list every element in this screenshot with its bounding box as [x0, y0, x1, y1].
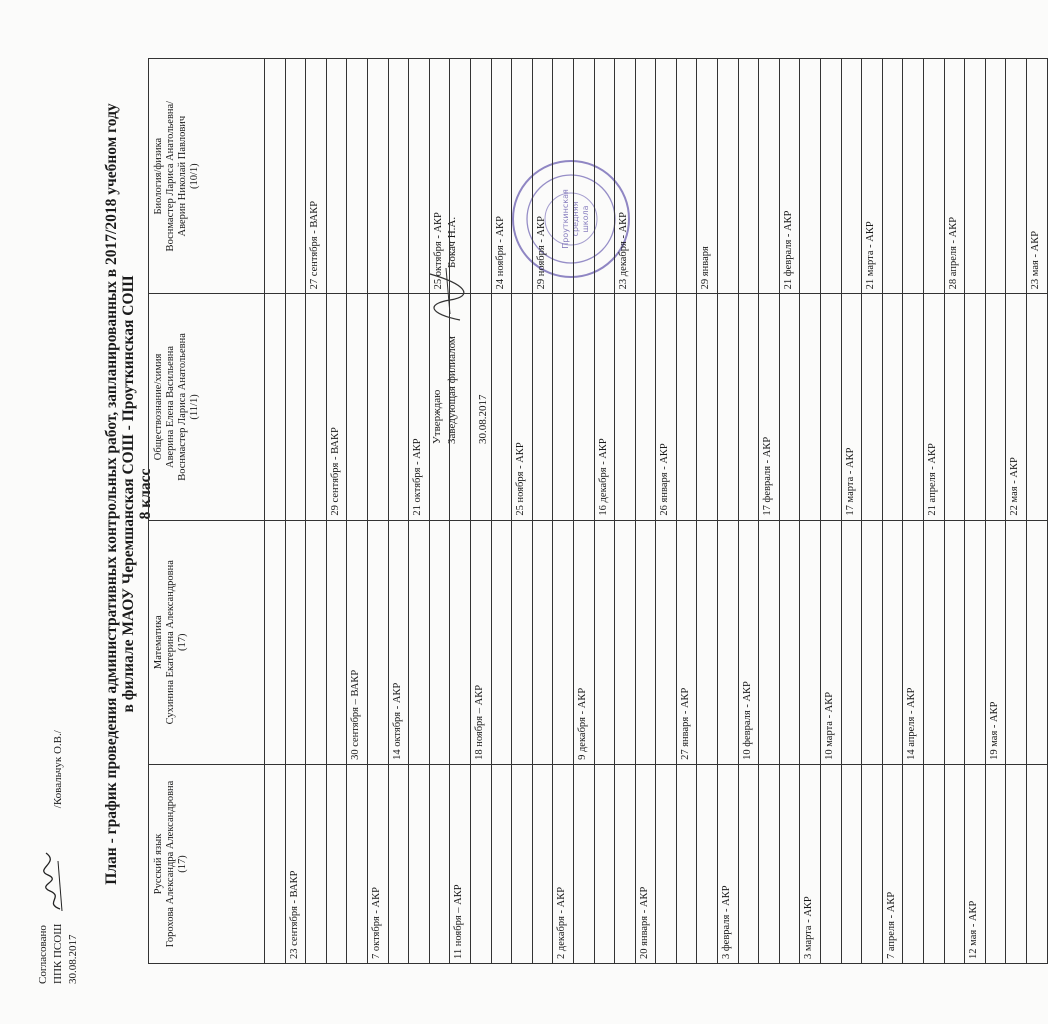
table-cell: [532, 764, 553, 963]
column-header: [149, 59, 265, 294]
table-row: [635, 59, 656, 964]
table-row: [594, 59, 615, 964]
table-cell: [265, 294, 286, 520]
table-cell: 23 сентября - ВАКР: [285, 764, 306, 963]
table-cell: 20 января - АКР: [635, 764, 656, 963]
column-header-line: (10/1): [189, 163, 200, 189]
table-row: [491, 59, 512, 964]
table-cell: [738, 764, 759, 963]
approval-left-block: [36, 730, 81, 984]
table-cell: 9 декабря - АКР: [573, 520, 594, 764]
table-row: [512, 59, 533, 964]
table-cell: [944, 520, 965, 764]
column-header-line: Горохова Александра Александровна: [165, 780, 176, 948]
table-cell: [862, 520, 883, 764]
table-row: [347, 59, 368, 964]
table-cell: [306, 294, 327, 520]
approval-right-date: 30.08.2017: [477, 394, 489, 444]
table-row: [924, 59, 945, 964]
table-row: [821, 59, 842, 964]
table-row: [1006, 59, 1027, 964]
table-cell: [759, 59, 780, 294]
table-cell: [924, 764, 945, 963]
table-cell: [841, 520, 862, 764]
table-cell: [903, 59, 924, 294]
table-cell: [903, 764, 924, 963]
table-cell: [656, 59, 677, 294]
table-cell: [429, 294, 450, 520]
column-header-line: Воснмастер Лариса Анатольевна: [177, 333, 188, 481]
table-cell: [821, 764, 842, 963]
table-cell: 29 января: [697, 59, 718, 294]
table-cell: 25 октября - АКР: [429, 59, 450, 294]
table-cell: [532, 294, 553, 520]
table-cell: [512, 764, 533, 963]
column-header-line: Биология/физика: [153, 137, 164, 215]
table-cell: [656, 520, 677, 764]
column-header-line: Сухинина Екатерина Александровна: [165, 560, 176, 725]
svg-text:средняя: средняя: [571, 201, 580, 237]
table-cell: [594, 59, 615, 294]
table-cell: [347, 59, 368, 294]
table-cell: [924, 520, 945, 764]
table-cell: [821, 294, 842, 520]
table-row: [429, 59, 450, 964]
table-cell: 3 февраля - АКР: [718, 764, 739, 963]
table-cell: [697, 764, 718, 963]
table-cell: [409, 59, 430, 294]
table-cell: [841, 764, 862, 963]
table-cell: 12 мая - АКР: [965, 764, 986, 963]
table-cell: [512, 520, 533, 764]
table-cell: [306, 764, 327, 963]
table-cell: [985, 764, 1006, 963]
table-cell: [367, 294, 388, 520]
table-cell: 26 января - АКР: [656, 294, 677, 520]
table-cell: [944, 294, 965, 520]
table-row: [738, 59, 759, 964]
table-cell: [676, 294, 697, 520]
table-row: [450, 59, 471, 964]
table-cell: [326, 764, 347, 963]
approval-right-line1: Утверждаю: [431, 389, 443, 444]
table-cell: [326, 520, 347, 764]
table-cell: [1006, 520, 1027, 764]
table-row: [573, 59, 594, 964]
approval-left-line1: Согласовано: [37, 925, 49, 984]
table-row: [759, 59, 780, 964]
column-header-line: Аверина Елена Васильевна: [165, 345, 176, 468]
approval-left-signer: /Ковальчук О.В./: [52, 730, 64, 809]
approval-right-signer: Бокач Н.А.: [446, 216, 458, 268]
table-cell: [944, 764, 965, 963]
table-cell: [429, 520, 450, 764]
table-cell: 28 апреля - АКР: [944, 59, 965, 294]
table-row: [779, 59, 800, 964]
table-cell: 7 октября - АКР: [367, 764, 388, 963]
table-row: [985, 59, 1006, 964]
column-header-line: Аверин Николай Павлович: [177, 115, 188, 237]
table-cell: [1006, 764, 1027, 963]
title-line3: 8 класс: [137, 468, 154, 520]
column-header: [149, 764, 265, 963]
table-cell: [676, 59, 697, 294]
table-row: [285, 59, 306, 964]
table-cell: [862, 294, 883, 520]
column-header-line: (11/1): [189, 394, 200, 420]
table-cell: [882, 520, 903, 764]
table-cell: [759, 764, 780, 963]
table-row: [676, 59, 697, 964]
table-cell: [759, 520, 780, 764]
table-cell: [470, 764, 491, 963]
table-cell: 29 сентября - ВАКР: [326, 294, 347, 520]
table-cell: [841, 59, 862, 294]
approval-right-line2: Заведующая филиалом: [446, 336, 458, 444]
table-cell: [409, 520, 430, 764]
table-cell: [573, 294, 594, 520]
table-cell: [594, 520, 615, 764]
table-cell: [697, 294, 718, 520]
table-cell: 7 апреля - АКР: [882, 764, 903, 963]
column-header-line: Обществознание/химия: [153, 353, 164, 461]
table-cell: [965, 520, 986, 764]
table-cell: [265, 520, 286, 764]
table-cell: [718, 59, 739, 294]
signature-left: [52, 811, 64, 921]
table-cell: [882, 294, 903, 520]
svg-text:школа: школа: [581, 205, 590, 233]
table-cell: [367, 59, 388, 294]
table-row: [615, 59, 636, 964]
table-row: [841, 59, 862, 964]
table-cell: 21 февраля - АКР: [779, 59, 800, 294]
table-cell: [779, 520, 800, 764]
table-row: [532, 59, 553, 964]
table-cell: [470, 59, 491, 294]
table-row: [470, 59, 491, 964]
table-cell: [779, 764, 800, 963]
table-cell: [553, 294, 574, 520]
table-row: [944, 59, 965, 964]
table-cell: [285, 294, 306, 520]
table-cell: [738, 59, 759, 294]
table-cell: [491, 520, 512, 764]
table-cell: [1026, 764, 1047, 963]
table-cell: [347, 294, 368, 520]
table-cell: 30 сентября – ВАКР: [347, 520, 368, 764]
table-cell: 21 апреля - АКР: [924, 294, 945, 520]
table-cell: [862, 764, 883, 963]
table-row: [697, 59, 718, 964]
table-cell: [635, 294, 656, 520]
table-cell: 10 марта - АКР: [821, 520, 842, 764]
table-cell: 11 ноября – АКР: [450, 764, 471, 963]
table-cell: [512, 59, 533, 294]
table-cell: 29 ноября - АКР: [532, 59, 553, 294]
table-cell: 27 января - АКР: [676, 520, 697, 764]
table-cell: [347, 764, 368, 963]
table-cell: [738, 294, 759, 520]
table-row: [903, 59, 924, 964]
table-row: [1026, 59, 1047, 964]
table-cell: [718, 520, 739, 764]
table-cell: [388, 59, 409, 294]
table-cell: [882, 59, 903, 294]
table-cell: [573, 764, 594, 963]
column-header-line: Русский язык: [153, 833, 164, 895]
table-cell: [573, 59, 594, 294]
table-cell: [409, 764, 430, 963]
table-cell: 22 мая - АКР: [1006, 294, 1027, 520]
table-cell: [1026, 294, 1047, 520]
table-cell: [697, 520, 718, 764]
table-row: [656, 59, 677, 964]
table-row: [306, 59, 327, 964]
table-row: [326, 59, 347, 964]
table-cell: [924, 59, 945, 294]
table-cell: [676, 764, 697, 963]
table-cell: 16 декабря - АКР: [594, 294, 615, 520]
table-cell: [615, 764, 636, 963]
table-row: [800, 59, 821, 964]
svg-text:Проуткинская: Проуткинская: [561, 189, 570, 249]
approval-left-date: 30.08.2017: [67, 934, 79, 984]
title-line2: в филиале МАОУ Черемшанская СОШ - Проуткинская СОШ: [120, 275, 137, 713]
title-line1: План - график проведения административных контрольных работ, запланированных в 2017/2018 учебном году: [103, 103, 120, 885]
table-cell: [306, 520, 327, 764]
table-cell: [450, 294, 471, 520]
table-cell: 10 февраля - АКР: [738, 520, 759, 764]
table-cell: [1026, 520, 1047, 764]
column-header-line: (17): [177, 855, 188, 873]
table-cell: [656, 764, 677, 963]
table-cell: 25 ноября - АКР: [512, 294, 533, 520]
table-cell: 14 октября - АКР: [388, 520, 409, 764]
table-cell: [635, 520, 656, 764]
table-cell: [965, 59, 986, 294]
table-cell: [553, 520, 574, 764]
column-header-line: Математика: [153, 615, 164, 670]
table-cell: 3 марта - АКР: [800, 764, 821, 963]
table-cell: [265, 764, 286, 963]
table-cell: [985, 294, 1006, 520]
table-cell: [388, 764, 409, 963]
table-cell: [326, 59, 347, 294]
table-cell: [800, 294, 821, 520]
approval-left-line2: ППК ПСОШ: [52, 923, 64, 984]
table-cell: [903, 294, 924, 520]
table-cell: [429, 764, 450, 963]
table-cell: [470, 294, 491, 520]
column-header: [149, 294, 265, 520]
table-cell: 17 марта - АКР: [841, 294, 862, 520]
column-header-line: (17): [177, 633, 188, 651]
table-cell: 24 ноября - АКР: [491, 59, 512, 294]
table-cell: [388, 294, 409, 520]
table-row: [862, 59, 883, 964]
table-cell: 21 октября - АКР: [409, 294, 430, 520]
table-cell: [285, 59, 306, 294]
table-cell: [965, 294, 986, 520]
table-cell: [450, 520, 471, 764]
table-cell: [985, 59, 1006, 294]
table-cell: [718, 294, 739, 520]
table-cell: [491, 764, 512, 963]
table-cell: [491, 294, 512, 520]
table-cell: [1006, 59, 1027, 294]
table-cell: [635, 59, 656, 294]
table-cell: 21 марта - АКР: [862, 59, 883, 294]
column-header-line: Воснмастер Лариса Анатольевна/: [165, 100, 176, 252]
table-cell: 14 апреля - АКР: [903, 520, 924, 764]
table-cell: [532, 520, 553, 764]
schedule-table: [148, 58, 1048, 964]
table-row: [965, 59, 986, 964]
column-header: [149, 520, 265, 764]
table-cell: 27 сентября - ВАКР: [306, 59, 327, 294]
table-row: [718, 59, 739, 964]
table-cell: [265, 59, 286, 294]
table-cell: [800, 59, 821, 294]
table-cell: [553, 59, 574, 294]
table-cell: [615, 520, 636, 764]
table-cell: [594, 764, 615, 963]
table-cell: [800, 520, 821, 764]
table-cell: [285, 520, 306, 764]
table-cell: [779, 294, 800, 520]
table-cell: [821, 59, 842, 294]
table-row: [553, 59, 574, 964]
table-cell: [615, 294, 636, 520]
table-cell: 2 декабря - АКР: [553, 764, 574, 963]
table-cell: 23 декабря - АКР: [615, 59, 636, 294]
table-row: [388, 59, 409, 964]
table-row: [367, 59, 388, 964]
table-cell: 18 ноября – АКР: [470, 520, 491, 764]
table-row: [409, 59, 430, 964]
table-cell: 23 мая - АКР: [1026, 59, 1047, 294]
table-cell: [367, 520, 388, 764]
table-cell: 19 мая - АКР: [985, 520, 1006, 764]
table-cell: 17 февраля - АКР: [759, 294, 780, 520]
document-title: [103, 64, 154, 924]
table-row: [265, 59, 286, 964]
table-row: [882, 59, 903, 964]
table-cell: [450, 59, 471, 294]
